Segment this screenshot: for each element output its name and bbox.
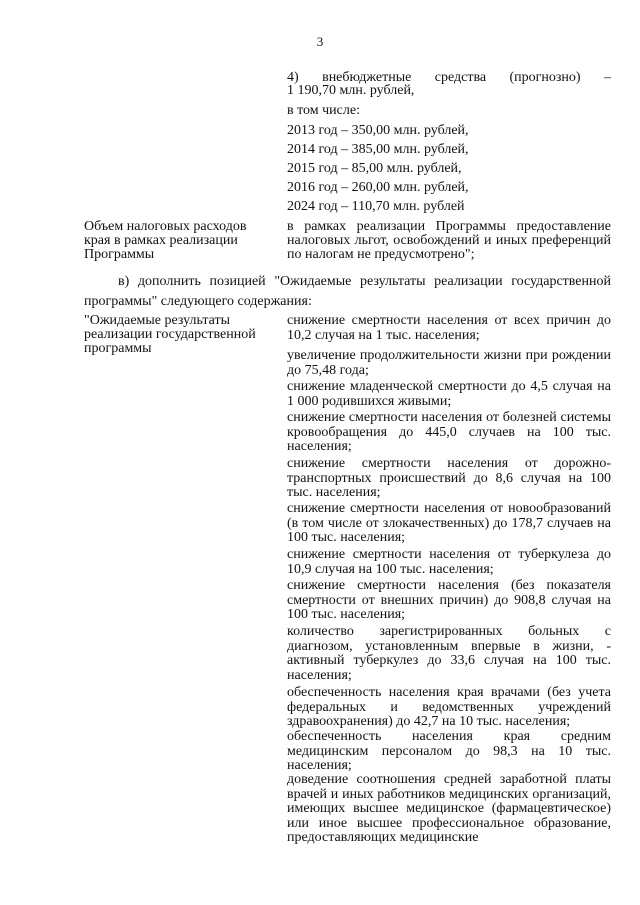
- page-number: 3: [316, 34, 324, 49]
- result-item: снижение смертности населения от новообразований (в том числе от злокачественных) до 178,7 случаев на 100 тыс. населения;: [287, 501, 611, 545]
- funding-year-2014: 2014 год – 385,00 млн. рублей,: [287, 142, 469, 157]
- result-item: снижение смертности населения от туберкулеза до 10,9 случая на 100 тыс. населения;: [287, 547, 611, 577]
- expected-results-label: "Ожидаемые результаты реализации государственной программы: [84, 313, 256, 356]
- funding-year-2015: 2015 год – 85,00 млн. рублей,: [287, 161, 462, 176]
- funding-including: в том числе:: [287, 103, 360, 118]
- tax-expenditure-label: Объем налоговых расходов края в рамках реализации Программы: [84, 219, 247, 262]
- result-item: снижение смертности населения от всех причин до 10,2 случая на 1 тыс. населения;: [287, 313, 611, 343]
- funding-line-2: 1 190,70 млн. рублей,: [287, 83, 415, 98]
- tax-expenditure-text: в рамках реализации Программы предоставление налоговых льгот, освобождений и иных преференций по налогам не предусмотрено";: [287, 219, 611, 262]
- funding-year-2013: 2013 год – 350,00 млн. рублей,: [287, 123, 469, 138]
- result-item: увеличение продолжительности жизни при рождении до 75,48 года;: [287, 348, 611, 378]
- result-item: количество зарегистрированных больных с диагнозом, установленным впервые в жизни, - активный туберкулез до 33,6 случая на 100 тыс. населения;: [287, 624, 611, 683]
- result-item: доведение соотношения средней заработной платы врачей и иных работников медицинских организаций, имеющих высшее медицинское (фармацевтическое) или иное высшее профессиональное образование, предоставляющих медицинские: [287, 772, 611, 845]
- result-item: снижение младенческой смертности до 4,5 случая на 1 000 родившихся живыми;: [287, 379, 611, 409]
- result-item: обеспеченность населения края врачами (без учета федеральных и ведомственных учреждений здравоохранения) до 42,7 на 10 тыс. населения;: [287, 685, 611, 729]
- result-item: снижение смертности населения от болезней системы кровообращения до 445,0 случаев на 100 тыс. населения;: [287, 410, 611, 454]
- funding-year-2016: 2016 год – 260,00 млн. рублей,: [287, 180, 469, 195]
- funding-year-2024: 2024 год – 110,70 млн. рублей: [287, 199, 465, 214]
- funding-line-1: 4) внебюджетные средства (прогнозно) –: [287, 70, 611, 85]
- result-item: снижение смертности населения (без показателя смертности от внешних причин) до 908,8 случая на 100 тыс. населения;: [287, 578, 611, 622]
- instruction-paragraph: в) дополнить позицией "Ожидаемые результаты реализации государственной программы" следующего содержания:: [84, 274, 611, 309]
- result-item: обеспеченность населения края средним медицинским персоналом до 98,3 на 10 тыс. населения;: [287, 729, 611, 773]
- result-item: снижение смертности населения от дорожно-транспортных происшествий до 8,6 случая на 100 тыс. населения;: [287, 456, 611, 500]
